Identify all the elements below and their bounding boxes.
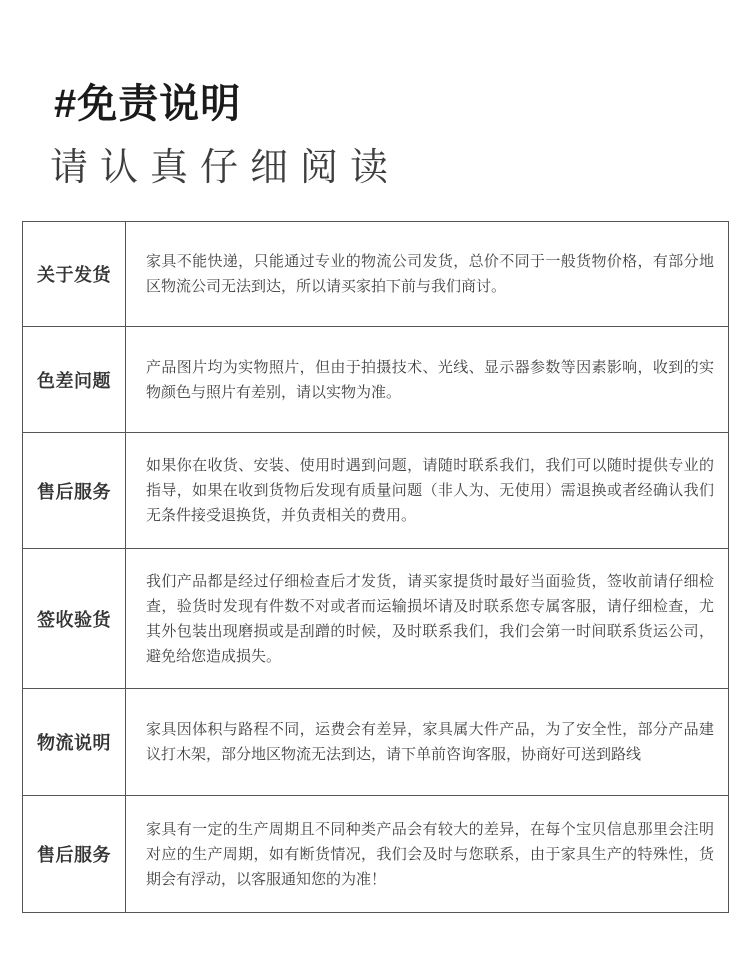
row-label: 售后服务 [23,796,126,912]
table-row [23,433,728,549]
disclaimer-table [22,221,729,913]
table-row [23,796,728,912]
table-row [23,689,728,796]
row-label: 签收验货 [23,549,126,688]
row-content: 家具不能快递，只能通过专业的物流公司发货，总价不同于一般货物价格，有部分地区物流公司无法到达，所以请买家拍下前与我们商讨。 [146,253,714,295]
row-content: 如果你在收货、安装、使用时遇到问题，请随时联系我们，我们可以随时提供专业的指导，如果在收到货物后发现有质量问题（非人为、无使用）需退换或者经确认我们无条件接受退换货，并负责相关的费用。 [146,457,714,524]
row-label: 物流说明 [23,689,126,795]
row-label: 售后服务 [23,433,126,548]
table-row [23,222,728,327]
row-label: 色差问题 [23,327,126,432]
row-content: 我们产品都是经过仔细检查后才发货，请买家提货时最好当面验货，签收前请仔细检查，验货时发现有件数不对或者而运输损坏请及时联系您专属客服，请仔细检查，尤其外包装出现磨损或是刮蹭的时候，及时联系我们，我们会第一时间联系货运公司，避免给您造成损失。 [146,572,714,665]
table-row [23,549,728,689]
row-content: 家具有一定的生产周期且不同种类产品会有较大的差异，在每个宝贝信息那里会注明对应的生产周期，如有断货情况，我们会及时与您联系，由于家具生产的特殊性，货期会有浮动，以客服通知您的为准！ [146,820,714,888]
row-content: 产品图片均为实物照片，但由于拍摄技术、光线、显示器参数等因素影响，收到的实物颜色与照片有差别，请以实物为准。 [146,358,714,401]
page-title: #免责说明 [54,82,242,126]
page-subtitle: 请认真仔细阅读 [50,147,401,189]
row-content: 家具因体积与路程不同，运费会有差异，家具属大件产品，为了安全性，部分产品建议打木架，部分地区物流无法到达，请下单前咨询客服，协商好可送到路线 [146,721,714,763]
table-row [23,327,728,433]
row-label: 关于发货 [23,222,126,326]
